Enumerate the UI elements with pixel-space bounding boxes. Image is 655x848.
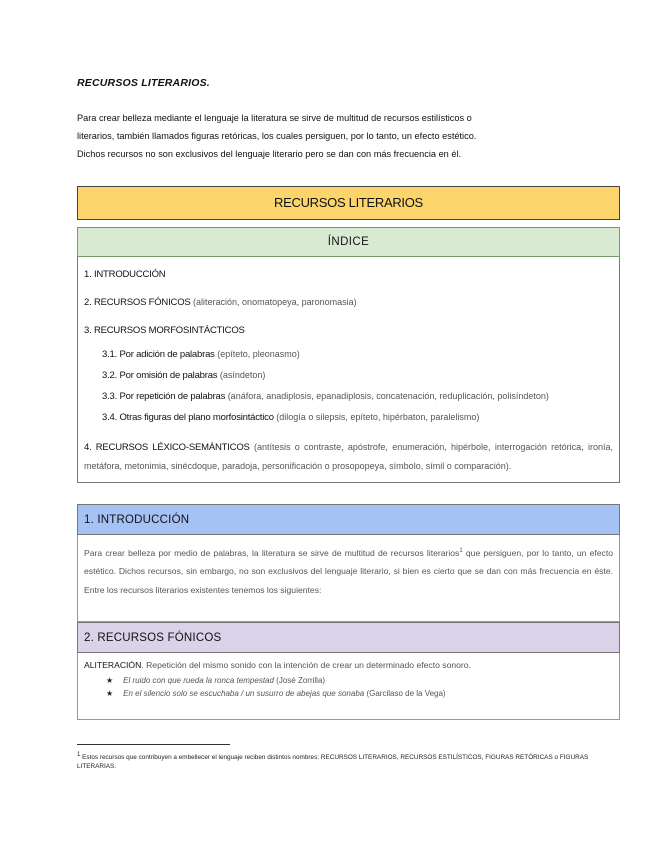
example-item bbox=[106, 676, 613, 685]
section-phonic-title: 2. RECURSOS FÓNICOS bbox=[77, 622, 620, 653]
index-subitem-heading: 3.4. Otras figuras del plano morfosintáctico bbox=[102, 412, 274, 423]
index-subitem bbox=[102, 391, 549, 402]
section-intro-text: Para crear belleza por medio de palabras, la literatura se sirve de multitud de recursos literarios bbox=[84, 547, 460, 558]
definition-text: . Repetición del mismo sonido con la intención de crear un determinado efecto sonoro. bbox=[141, 660, 471, 670]
document-title: RECURSOS LITERARIOS. bbox=[77, 77, 210, 89]
star-icon: ★ bbox=[106, 676, 114, 685]
index-subitem bbox=[102, 412, 479, 423]
index-item bbox=[84, 325, 245, 336]
example-quote: El ruido con que rueda la ronca tempestad bbox=[123, 676, 274, 685]
index-title: ÍNDICE bbox=[77, 227, 620, 257]
footnote-text: Estos recursos que contribuyen a embellecer el lenguaje reciben distintos nombres: RECURSOS LITERARIOS, RECURSOS ESTILÍSTICOS, FIGURAS RETÓRICAS o FIGURAS LITERARIAS. bbox=[77, 754, 589, 771]
intro-line: Dichos recursos no son exclusivos del lenguaje literario pero se dan con más frecuencia en él. bbox=[77, 149, 462, 159]
star-icon: ★ bbox=[106, 689, 114, 698]
index-item-heading: 2. RECURSOS FÓNICOS bbox=[84, 297, 191, 308]
index-subitem-detail: (asíndeton) bbox=[217, 370, 266, 380]
index-item-heading: 4. RECURSOS LÉXICO-SEMÁNTICOS bbox=[84, 442, 250, 453]
definition bbox=[84, 660, 613, 670]
example-quote: En el silencio solo se escuchaba / un susurro de abejas que sonaba bbox=[123, 689, 365, 698]
index-subitem-heading: 3.3. Por repetición de palabras bbox=[102, 391, 226, 402]
index-item bbox=[84, 269, 165, 280]
index-list bbox=[77, 257, 620, 483]
section-intro-body bbox=[77, 535, 620, 622]
main-title-box: RECURSOS LITERARIOS bbox=[77, 186, 620, 220]
index-subitem-detail: (dilogía o silepsis, epíteto, hipérbaton, paralelismo) bbox=[273, 412, 480, 422]
footnote-mark: 1 bbox=[77, 752, 81, 758]
intro-line: Para crear belleza mediante el lenguaje la literatura se sirve de multitud de recursos estilísticos o bbox=[77, 113, 472, 123]
index-item-heading: 3. RECURSOS MORFOSINTÁCTICOS bbox=[84, 325, 245, 336]
footnote-divider bbox=[77, 744, 230, 745]
index-item-detail: (aliteración, onomatopeya, paronomasia) bbox=[190, 297, 357, 307]
section-intro-title: 1. INTRODUCCIÓN bbox=[77, 504, 620, 535]
index-subitem bbox=[102, 370, 265, 381]
index-subitem-detail: (anáfora, anadiplosis, epanadiplosis, concatenación, reduplicación, polisíndeton) bbox=[225, 391, 549, 401]
example-author: (José Zorrilla) bbox=[273, 676, 326, 685]
footnote bbox=[77, 751, 597, 771]
index-item-detail: (antítesis o contraste, apóstrofe, enumeración, hipérbole, interrogación retórica, ironía, metáfora, metonimia, sinécdoque, paradoja, personificación o prosopopeya, símbolo, símil o comparación). bbox=[84, 442, 613, 471]
index-item bbox=[84, 297, 357, 308]
example-item bbox=[106, 689, 613, 698]
index-subitem-detail: (epíteto, pleonasmo) bbox=[214, 349, 300, 359]
index-subitem-heading: 3.1. Por adición de palabras bbox=[102, 349, 215, 360]
footnote-reference[interactable]: 1 bbox=[459, 548, 463, 554]
index-item bbox=[84, 438, 613, 476]
intro-paragraph bbox=[77, 109, 577, 163]
index-subitem bbox=[102, 349, 300, 360]
section-intro-text: que persiguen, por lo tanto, un efecto estético. Dichos recursos, sin embargo, no son exclusivos del lenguaje literario, si bien es cierto que se dan con más frecuencia en éste. Entre los recursos literarios existentes tenemos los siguientes: bbox=[84, 547, 614, 595]
index-item-heading: 1. INTRODUCCIÓN bbox=[84, 269, 166, 280]
intro-line: literarios, también llamados figuras retóricas, los cuales persiguen, por lo tanto, un efecto estético. bbox=[77, 131, 477, 141]
example-author: (Garcilaso de la Vega) bbox=[364, 689, 446, 698]
definition-term: ALITERACIÓN bbox=[84, 660, 142, 670]
section-phonic-body bbox=[77, 653, 620, 720]
index-subitem-heading: 3.2. Por omisión de palabras bbox=[102, 370, 218, 381]
